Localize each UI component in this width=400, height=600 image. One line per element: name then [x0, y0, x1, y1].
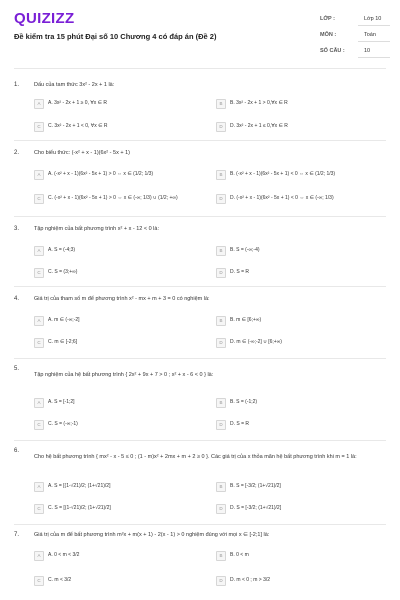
question-text: Cho biểu thức: (-x² + x - 1)(6x² - 5x + 1): [34, 150, 130, 156]
option-text: C. S = (-∞;-1): [48, 421, 78, 427]
option-text: A. S = [-1;2]: [48, 399, 75, 405]
option-letter-box: D: [216, 338, 226, 348]
option-text: B. 3x² - 2x + 1 > 0,∀x ∈ R: [230, 100, 288, 106]
option-letter-box: C: [34, 194, 44, 204]
meta-count-value: 10: [364, 48, 371, 54]
option-letter-box: D: [216, 504, 226, 514]
option-text: C. S = (3;+∞): [48, 269, 78, 275]
divider: [14, 358, 386, 359]
divider: [14, 440, 386, 441]
option-text: B. m ∈ [6;+∞): [230, 317, 262, 323]
meta-class-label: LỚP :: [320, 16, 335, 22]
option-letter-box: D: [216, 576, 226, 586]
meta-subject-row: [320, 28, 390, 44]
option-letter-box: B: [216, 316, 226, 326]
option-text: C. m ∈ [-2;6]: [48, 339, 78, 345]
option-letter-box: C: [34, 122, 44, 132]
question-number: 7.: [14, 532, 20, 538]
page-title: Đề kiểm tra 15 phút Đại số 10 Chương 4 có đáp án (Đề 2): [14, 32, 217, 41]
question-number: 2.: [14, 150, 20, 156]
question-number: 5.: [14, 366, 20, 372]
option-text: B. S = (-∞;-4): [230, 247, 260, 253]
header-divider: [14, 68, 386, 69]
meta-subject-value: Toán: [364, 32, 376, 38]
option-letter-box: A: [34, 170, 44, 180]
option-text: D. S = R: [230, 421, 250, 427]
question-text: Dấu của tam thức 3x² - 2x + 1 là:: [34, 82, 115, 88]
meta-subject-label: MÔN :: [320, 32, 337, 38]
option-letter-box: D: [216, 122, 226, 132]
option-letter-box: C: [34, 576, 44, 586]
option-letter-box: B: [216, 246, 226, 256]
option-letter-box: C: [34, 420, 44, 430]
option-text: A. 3x² - 2x + 1 ≥ 0, ∀x ∈ R: [48, 100, 108, 106]
option-text: C. (-x² + x - 1)(6x² - 5x + 1) > 0 ⇔ x ∈ (-∞; 1/3) ∪ (1/2; +∞): [48, 195, 178, 201]
option-letter-box: A: [34, 246, 44, 256]
divider: [14, 524, 386, 525]
meta-count-row: [320, 44, 390, 60]
option-text: D. S = R: [230, 269, 250, 275]
question-number: 6.: [14, 448, 20, 454]
divider: [358, 41, 390, 42]
option-text: D. S = [-3/2; (1+√21)/2]: [230, 505, 282, 511]
header: [0, 0, 400, 70]
option-letter-box: A: [34, 482, 44, 492]
option-text: D. m < 0 ; m > 3/2: [230, 577, 271, 583]
option-letter-box: B: [216, 170, 226, 180]
option-text: A. S = (-4;3): [48, 247, 76, 253]
question-number: 3.: [14, 226, 20, 232]
divider: [358, 57, 390, 58]
option-letter-box: B: [216, 99, 226, 109]
option-text: A. (-x² + x - 1)(6x² - 5x + 1) > 0 ⇔ x ∈ (1/2; 1/3): [48, 171, 154, 177]
question-text: Tập nghiệm của bất phương trình x² + x - 12 < 0 là:: [34, 226, 159, 232]
option-text: A. 0 < m < 3/2: [48, 552, 80, 558]
meta-class-row: [320, 12, 390, 28]
question-text: Cho hệ bất phương trình { mx² - x - 5 ≤ 0 ; (1 - m)x² + 2mx + m + 2 ≥ 0 }. Các giá trị của x thỏa mãn hệ bất phương trình khi m = 1 là:: [34, 454, 357, 460]
option-text: A. m ∈ (-∞;-2]: [48, 317, 80, 323]
option-text: D. m ∈ (-∞;-2] ∪ [6;+∞): [230, 339, 282, 345]
option-text: B. S = [-3/2; (1+√21)/2]: [230, 483, 281, 489]
meta-class-value: Lớp 10: [364, 16, 382, 22]
option-letter-box: B: [216, 398, 226, 408]
option-text: B. S = (-1;2): [230, 399, 258, 405]
meta-panel: [320, 12, 390, 60]
option-letter-box: A: [34, 99, 44, 109]
option-text: C. S = [(1-√21)/2; (1+√21)/2]: [48, 505, 111, 511]
divider: [14, 140, 386, 141]
option-text: B. (-x² + x - 1)(6x² - 5x + 1) < 0 ⇔ x ∈ (1/2; 1/3): [230, 171, 336, 177]
option-text: D. 3x² - 2x + 1 ≤ 0,∀x ∈ R: [230, 123, 288, 129]
question-text: Giá trị của m để bất phương trình m²x + m(x + 1) - 2(x - 1) > 0 nghiệm đúng với mọi x ∈ [-2;1] là:: [34, 532, 270, 538]
option-text: C. m < 3/2: [48, 577, 72, 583]
option-text: A. S = [(1-√21)/2; (1+√21)/2]: [48, 483, 111, 489]
option-letter-box: B: [216, 551, 226, 561]
divider: [14, 286, 386, 287]
question-text: Giá trị của tham số m để phương trình x² - mx + m + 3 = 0 có nghiệm là:: [34, 296, 210, 302]
option-text: C. 3x² - 2x + 1 < 0, ∀x ∈ R: [48, 123, 108, 129]
option-text: B. 0 < m: [230, 552, 249, 558]
option-letter-box: A: [34, 551, 44, 561]
question-number: 1.: [14, 82, 20, 88]
option-letter-box: C: [34, 338, 44, 348]
quizizz-logo[interactable]: QUIZIZZ: [14, 10, 75, 27]
option-letter-box: D: [216, 268, 226, 278]
question-text: Tập nghiệm của hệ bất phương trình { 2x² + 9x + 7 > 0 ; x² + x - 6 < 0 } là:: [34, 372, 214, 378]
option-letter-box: B: [216, 482, 226, 492]
option-letter-box: A: [34, 398, 44, 408]
option-letter-box: C: [34, 504, 44, 514]
option-text: D. (-x² + x - 1)(6x² - 5x + 1) < 0 ⇔ x ∈ (-∞; 1/3): [230, 195, 334, 201]
divider: [14, 216, 386, 217]
meta-count-label: SỐ CÂU :: [320, 48, 345, 54]
option-letter-box: A: [34, 316, 44, 326]
divider: [358, 25, 390, 26]
option-letter-box: C: [34, 268, 44, 278]
option-letter-box: D: [216, 194, 226, 204]
option-letter-box: D: [216, 420, 226, 430]
question-number: 4.: [14, 296, 20, 302]
